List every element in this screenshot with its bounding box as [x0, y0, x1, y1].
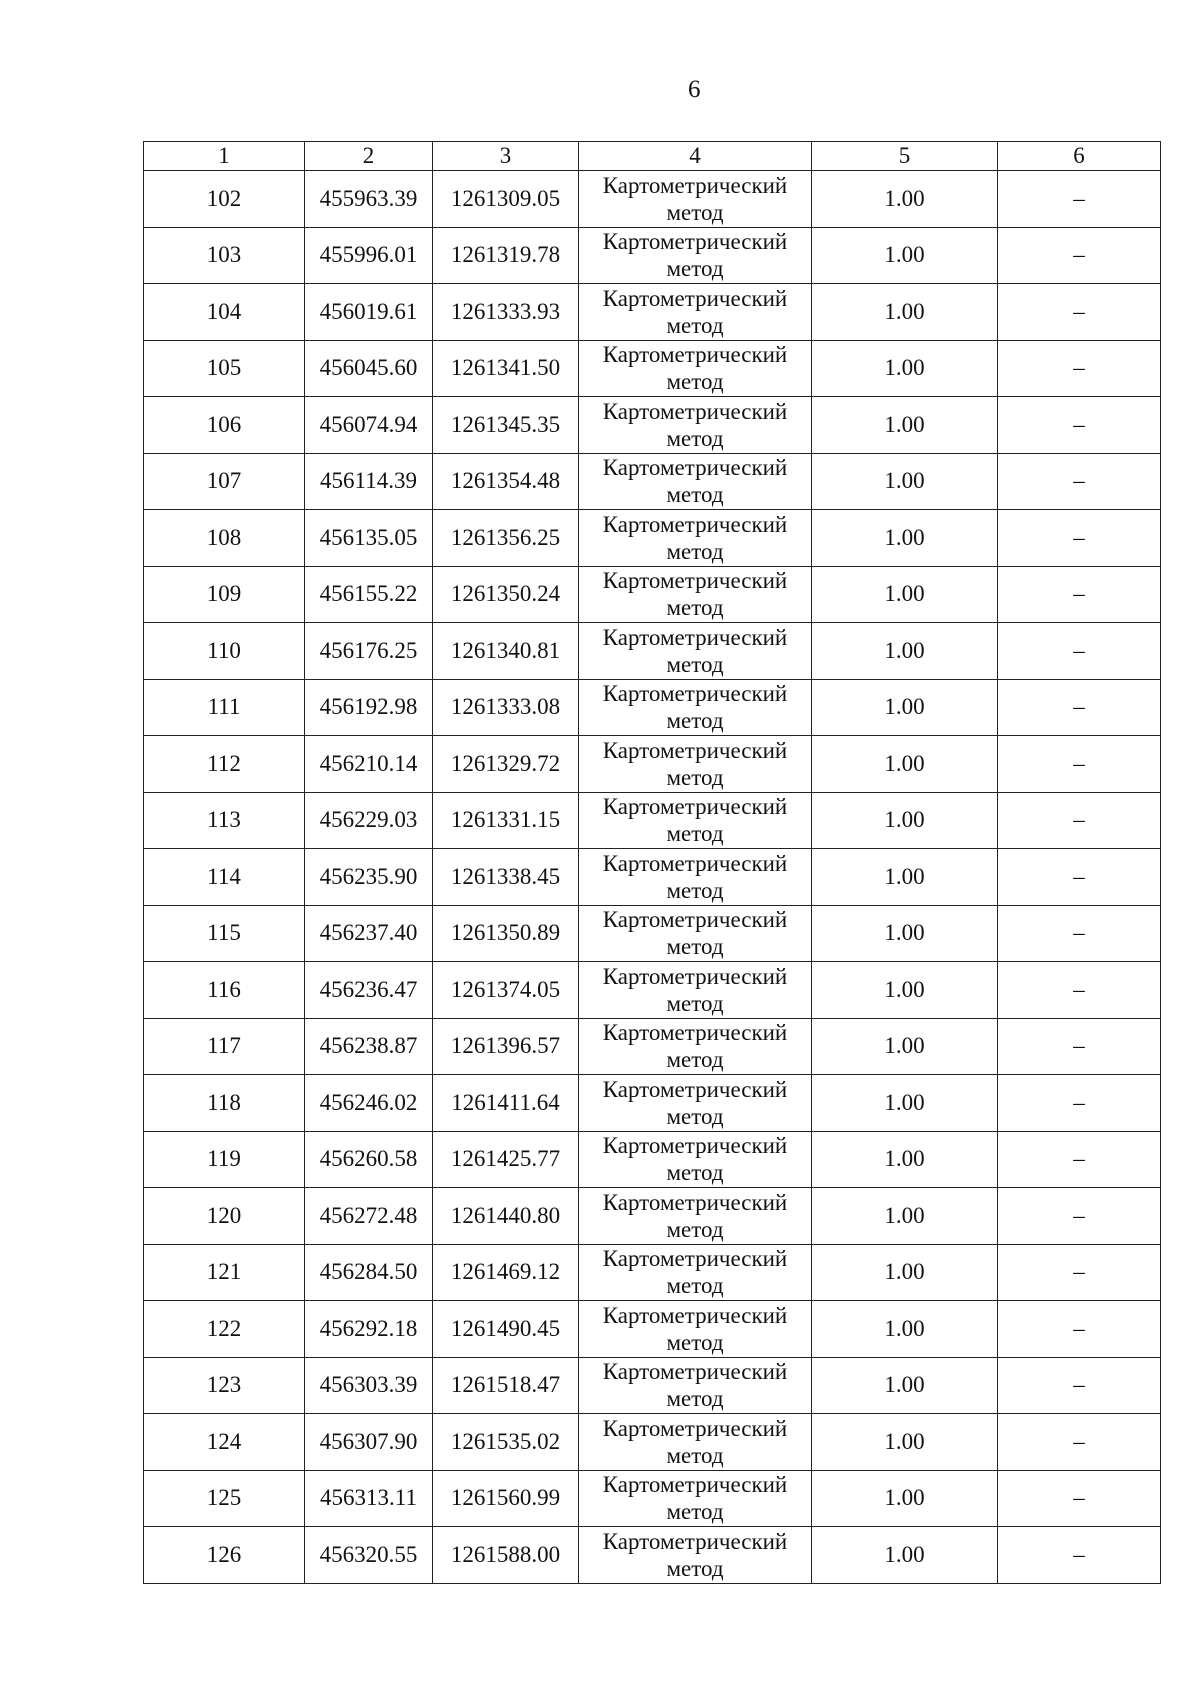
- x-coordinate-cell: 456236.47: [305, 962, 433, 1019]
- method-line-2: метод: [666, 1442, 724, 1468]
- point-number-cell: 119: [144, 1131, 305, 1188]
- table-row: [144, 1018, 1161, 1075]
- y-coordinate-cell: 1261588.00: [433, 1527, 579, 1584]
- method-line-1: Картометрический: [602, 1020, 788, 1046]
- x-coordinate-cell: 456019.61: [305, 284, 433, 341]
- note-cell: –: [998, 1188, 1161, 1245]
- accuracy-cell: 1.00: [812, 792, 998, 849]
- x-coordinate-cell: 456238.87: [305, 1018, 433, 1075]
- accuracy-cell: 1.00: [812, 962, 998, 1019]
- method-line-1: Картометрический: [602, 511, 788, 537]
- point-number-cell: 115: [144, 905, 305, 962]
- x-coordinate-cell: 456260.58: [305, 1131, 433, 1188]
- table-body: [144, 171, 1161, 1584]
- note-cell: –: [998, 1414, 1161, 1471]
- y-coordinate-cell: 1261518.47: [433, 1357, 579, 1414]
- x-coordinate-cell: 456313.11: [305, 1470, 433, 1527]
- point-number-cell: 111: [144, 679, 305, 736]
- y-coordinate-cell: 1261319.78: [433, 227, 579, 284]
- header-row: [144, 142, 1161, 171]
- method-line-2: метод: [666, 934, 724, 960]
- note-cell: –: [998, 736, 1161, 793]
- method-line-2: метод: [666, 651, 724, 677]
- method-cell: [579, 679, 812, 736]
- method-line-1: Картометрический: [602, 1415, 788, 1441]
- method-cell: [579, 736, 812, 793]
- y-coordinate-cell: 1261340.81: [433, 623, 579, 680]
- table-row: [144, 623, 1161, 680]
- table-row: [144, 1527, 1161, 1584]
- note-cell: –: [998, 1075, 1161, 1132]
- method-line-1: Картометрический: [602, 229, 788, 255]
- y-coordinate-cell: 1261350.24: [433, 566, 579, 623]
- method-line-2: метод: [666, 990, 724, 1016]
- note-cell: –: [998, 171, 1161, 228]
- note-cell: –: [998, 623, 1161, 680]
- point-number-cell: 102: [144, 171, 305, 228]
- note-cell: –: [998, 905, 1161, 962]
- y-coordinate-cell: 1261329.72: [433, 736, 579, 793]
- column-header-5: 5: [812, 142, 998, 171]
- method-cell: [579, 623, 812, 680]
- accuracy-cell: 1.00: [812, 736, 998, 793]
- accuracy-cell: 1.00: [812, 453, 998, 510]
- point-number-cell: 104: [144, 284, 305, 341]
- method-line-1: Картометрический: [602, 1076, 788, 1102]
- note-cell: –: [998, 1244, 1161, 1301]
- y-coordinate-cell: 1261535.02: [433, 1414, 579, 1471]
- x-coordinate-cell: 456155.22: [305, 566, 433, 623]
- method-line-2: метод: [666, 482, 724, 508]
- point-number-cell: 118: [144, 1075, 305, 1132]
- table-row: [144, 679, 1161, 736]
- method-cell: [579, 566, 812, 623]
- point-number-cell: 103: [144, 227, 305, 284]
- accuracy-cell: 1.00: [812, 284, 998, 341]
- table-row: [144, 171, 1161, 228]
- point-number-cell: 124: [144, 1414, 305, 1471]
- y-coordinate-cell: 1261490.45: [433, 1301, 579, 1358]
- point-number-cell: 114: [144, 849, 305, 906]
- table-row: [144, 962, 1161, 1019]
- coordinates-table: [143, 141, 1161, 1584]
- point-number-cell: 117: [144, 1018, 305, 1075]
- table-row: [144, 1357, 1161, 1414]
- method-line-1: Картометрический: [602, 1133, 788, 1159]
- note-cell: –: [998, 849, 1161, 906]
- note-cell: –: [998, 962, 1161, 1019]
- method-cell: [579, 397, 812, 454]
- point-number-cell: 105: [144, 340, 305, 397]
- point-number-cell: 106: [144, 397, 305, 454]
- x-coordinate-cell: 456074.94: [305, 397, 433, 454]
- method-line-2: метод: [666, 877, 724, 903]
- method-line-1: Картометрический: [602, 568, 788, 594]
- point-number-cell: 107: [144, 453, 305, 510]
- accuracy-cell: 1.00: [812, 1244, 998, 1301]
- method-line-2: метод: [666, 821, 724, 847]
- y-coordinate-cell: 1261469.12: [433, 1244, 579, 1301]
- point-number-cell: 126: [144, 1527, 305, 1584]
- method-line-1: Картометрический: [602, 285, 788, 311]
- y-coordinate-cell: 1261356.25: [433, 510, 579, 567]
- note-cell: –: [998, 453, 1161, 510]
- method-line-2: метод: [666, 595, 724, 621]
- note-cell: –: [998, 1357, 1161, 1414]
- accuracy-cell: 1.00: [812, 1470, 998, 1527]
- method-line-2: метод: [666, 1329, 724, 1355]
- method-cell: [579, 1244, 812, 1301]
- method-line-2: метод: [666, 1160, 724, 1186]
- table-row: [144, 227, 1161, 284]
- method-line-2: метод: [666, 1273, 724, 1299]
- table-row: [144, 905, 1161, 962]
- x-coordinate-cell: 456135.05: [305, 510, 433, 567]
- table-row: [144, 397, 1161, 454]
- note-cell: –: [998, 227, 1161, 284]
- x-coordinate-cell: 456320.55: [305, 1527, 433, 1584]
- column-header-6: 6: [998, 142, 1161, 171]
- method-cell: [579, 849, 812, 906]
- method-cell: [579, 1527, 812, 1584]
- y-coordinate-cell: 1261333.08: [433, 679, 579, 736]
- method-line-1: Картометрический: [602, 624, 788, 650]
- note-cell: –: [998, 1301, 1161, 1358]
- table-row: [144, 1188, 1161, 1245]
- method-line-2: метод: [666, 764, 724, 790]
- table-row: [144, 849, 1161, 906]
- note-cell: –: [998, 566, 1161, 623]
- point-number-cell: 110: [144, 623, 305, 680]
- method-cell: [579, 340, 812, 397]
- method-cell: [579, 1018, 812, 1075]
- method-line-2: метод: [666, 1499, 724, 1525]
- x-coordinate-cell: 455996.01: [305, 227, 433, 284]
- point-number-cell: 120: [144, 1188, 305, 1245]
- table-row: [144, 566, 1161, 623]
- x-coordinate-cell: 456210.14: [305, 736, 433, 793]
- y-coordinate-cell: 1261560.99: [433, 1470, 579, 1527]
- method-line-2: метод: [666, 1103, 724, 1129]
- method-line-1: Картометрический: [602, 850, 788, 876]
- method-line-1: Картометрический: [602, 1302, 788, 1328]
- table-row: [144, 736, 1161, 793]
- accuracy-cell: 1.00: [812, 1357, 998, 1414]
- method-line-1: Картометрический: [602, 455, 788, 481]
- x-coordinate-cell: 456284.50: [305, 1244, 433, 1301]
- method-line-1: Картометрический: [602, 963, 788, 989]
- note-cell: –: [998, 510, 1161, 567]
- y-coordinate-cell: 1261345.35: [433, 397, 579, 454]
- accuracy-cell: 1.00: [812, 340, 998, 397]
- x-coordinate-cell: 456114.39: [305, 453, 433, 510]
- x-coordinate-cell: 456246.02: [305, 1075, 433, 1132]
- method-line-2: метод: [666, 199, 724, 225]
- column-header-3: 3: [433, 142, 579, 171]
- note-cell: –: [998, 679, 1161, 736]
- accuracy-cell: 1.00: [812, 679, 998, 736]
- table-row: [144, 1414, 1161, 1471]
- y-coordinate-cell: 1261374.05: [433, 962, 579, 1019]
- accuracy-cell: 1.00: [812, 566, 998, 623]
- table-row: [144, 340, 1161, 397]
- method-line-2: метод: [666, 1555, 724, 1581]
- method-line-1: Картометрический: [602, 1528, 788, 1554]
- x-coordinate-cell: 456303.39: [305, 1357, 433, 1414]
- x-coordinate-cell: 456235.90: [305, 849, 433, 906]
- method-cell: [579, 792, 812, 849]
- accuracy-cell: 1.00: [812, 1188, 998, 1245]
- accuracy-cell: 1.00: [812, 1527, 998, 1584]
- y-coordinate-cell: 1261396.57: [433, 1018, 579, 1075]
- accuracy-cell: 1.00: [812, 397, 998, 454]
- accuracy-cell: 1.00: [812, 1414, 998, 1471]
- method-cell: [579, 962, 812, 1019]
- x-coordinate-cell: 456307.90: [305, 1414, 433, 1471]
- point-number-cell: 121: [144, 1244, 305, 1301]
- x-coordinate-cell: 456176.25: [305, 623, 433, 680]
- method-line-2: метод: [666, 425, 724, 451]
- note-cell: –: [998, 397, 1161, 454]
- point-number-cell: 113: [144, 792, 305, 849]
- point-number-cell: 108: [144, 510, 305, 567]
- table-row: [144, 1301, 1161, 1358]
- method-cell: [579, 510, 812, 567]
- method-line-1: Картометрический: [602, 1246, 788, 1272]
- x-coordinate-cell: 456272.48: [305, 1188, 433, 1245]
- point-number-cell: 112: [144, 736, 305, 793]
- accuracy-cell: 1.00: [812, 1301, 998, 1358]
- method-line-2: метод: [666, 708, 724, 734]
- accuracy-cell: 1.00: [812, 623, 998, 680]
- method-cell: [579, 1470, 812, 1527]
- method-line-1: Картометрический: [602, 172, 788, 198]
- method-cell: [579, 1075, 812, 1132]
- method-line-2: метод: [666, 369, 724, 395]
- table-row: [144, 1470, 1161, 1527]
- method-line-1: Картометрический: [602, 907, 788, 933]
- accuracy-cell: 1.00: [812, 1131, 998, 1188]
- note-cell: –: [998, 340, 1161, 397]
- column-header-2: 2: [305, 142, 433, 171]
- y-coordinate-cell: 1261341.50: [433, 340, 579, 397]
- y-coordinate-cell: 1261338.45: [433, 849, 579, 906]
- accuracy-cell: 1.00: [812, 171, 998, 228]
- note-cell: –: [998, 1470, 1161, 1527]
- point-number-cell: 116: [144, 962, 305, 1019]
- page-number: 6: [688, 76, 701, 103]
- y-coordinate-cell: 1261425.77: [433, 1131, 579, 1188]
- table-row: [144, 1131, 1161, 1188]
- method-line-1: Картометрический: [602, 1472, 788, 1498]
- accuracy-cell: 1.00: [812, 849, 998, 906]
- method-line-1: Картометрический: [602, 398, 788, 424]
- method-line-1: Картометрический: [602, 1359, 788, 1385]
- method-cell: [579, 905, 812, 962]
- y-coordinate-cell: 1261440.80: [433, 1188, 579, 1245]
- point-number-cell: 125: [144, 1470, 305, 1527]
- column-header-1: 1: [144, 142, 305, 171]
- y-coordinate-cell: 1261350.89: [433, 905, 579, 962]
- table-row: [144, 510, 1161, 567]
- accuracy-cell: 1.00: [812, 510, 998, 567]
- table-row: [144, 453, 1161, 510]
- method-line-2: метод: [666, 1216, 724, 1242]
- x-coordinate-cell: 456045.60: [305, 340, 433, 397]
- note-cell: –: [998, 1018, 1161, 1075]
- point-number-cell: 122: [144, 1301, 305, 1358]
- note-cell: –: [998, 792, 1161, 849]
- method-cell: [579, 453, 812, 510]
- method-line-1: Картометрический: [602, 342, 788, 368]
- y-coordinate-cell: 1261331.15: [433, 792, 579, 849]
- method-line-2: метод: [666, 1386, 724, 1412]
- note-cell: –: [998, 284, 1161, 341]
- x-coordinate-cell: 456192.98: [305, 679, 433, 736]
- method-line-2: метод: [666, 538, 724, 564]
- x-coordinate-cell: 456237.40: [305, 905, 433, 962]
- table-header: [144, 142, 1161, 171]
- method-line-2: метод: [666, 1047, 724, 1073]
- method-line-1: Картометрический: [602, 1189, 788, 1215]
- y-coordinate-cell: 1261354.48: [433, 453, 579, 510]
- point-number-cell: 123: [144, 1357, 305, 1414]
- method-cell: [579, 1357, 812, 1414]
- x-coordinate-cell: 456229.03: [305, 792, 433, 849]
- accuracy-cell: 1.00: [812, 1075, 998, 1132]
- method-line-1: Картометрический: [602, 681, 788, 707]
- method-cell: [579, 227, 812, 284]
- method-line-2: метод: [666, 312, 724, 338]
- method-cell: [579, 1131, 812, 1188]
- method-line-1: Картометрический: [602, 794, 788, 820]
- method-line-1: Картометрический: [602, 737, 788, 763]
- method-cell: [579, 1414, 812, 1471]
- table-row: [144, 284, 1161, 341]
- accuracy-cell: 1.00: [812, 905, 998, 962]
- accuracy-cell: 1.00: [812, 1018, 998, 1075]
- table-row: [144, 1244, 1161, 1301]
- method-line-2: метод: [666, 256, 724, 282]
- table-row: [144, 1075, 1161, 1132]
- method-cell: [579, 1301, 812, 1358]
- y-coordinate-cell: 1261309.05: [433, 171, 579, 228]
- note-cell: –: [998, 1527, 1161, 1584]
- y-coordinate-cell: 1261333.93: [433, 284, 579, 341]
- note-cell: –: [998, 1131, 1161, 1188]
- accuracy-cell: 1.00: [812, 227, 998, 284]
- table-row: [144, 792, 1161, 849]
- method-cell: [579, 171, 812, 228]
- method-cell: [579, 284, 812, 341]
- x-coordinate-cell: 455963.39: [305, 171, 433, 228]
- point-number-cell: 109: [144, 566, 305, 623]
- y-coordinate-cell: 1261411.64: [433, 1075, 579, 1132]
- x-coordinate-cell: 456292.18: [305, 1301, 433, 1358]
- column-header-4: 4: [579, 142, 812, 171]
- method-cell: [579, 1188, 812, 1245]
